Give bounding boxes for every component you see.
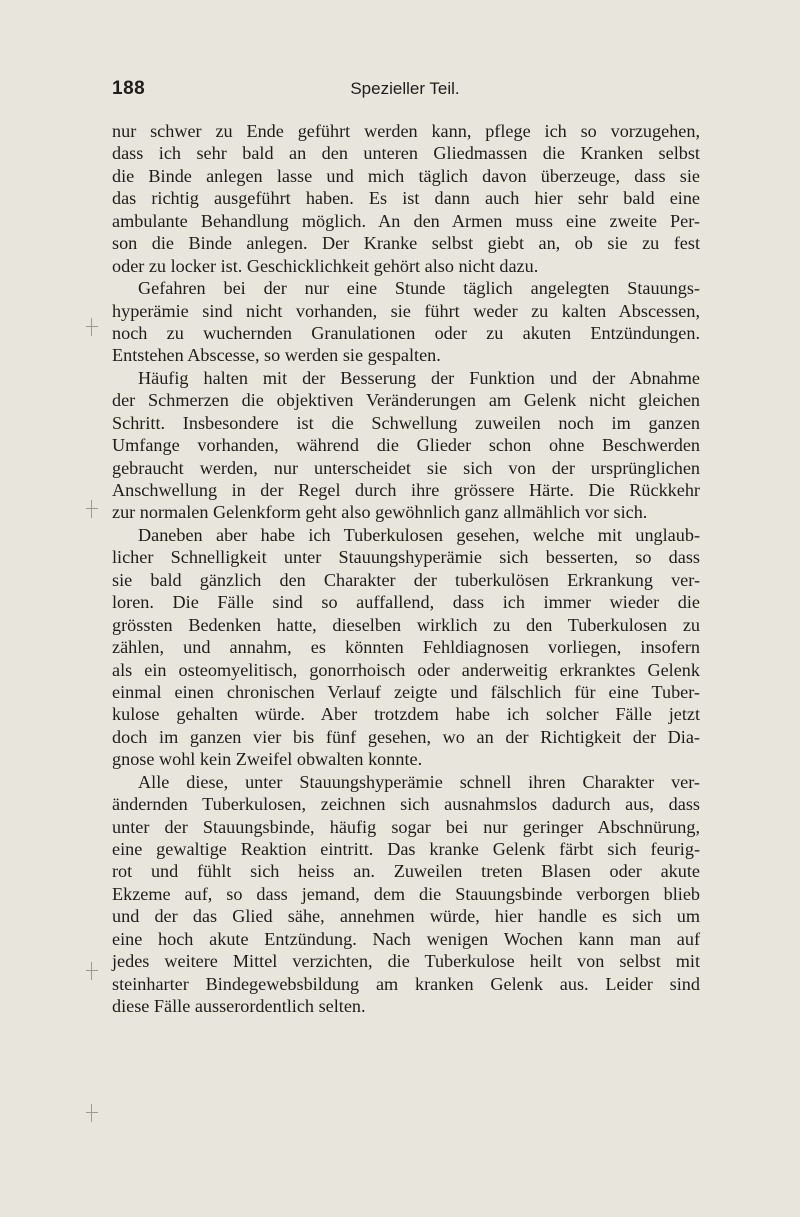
margin-mark (86, 1104, 98, 1122)
text-line: Entstehen Abscesse, so werden sie gespalten. (112, 345, 441, 366)
text-line: der Schmerzen die objektiven Veränderungen am Gelenk nicht gleichen (112, 390, 700, 411)
text-line: noch zu wuchernden Granulationen oder zu akuten Entzündungen. (112, 322, 700, 343)
running-head (112, 78, 698, 104)
text-line: Umfange vorhanden, während die Glieder schon ohne Beschwerden (112, 435, 700, 456)
paragraph (112, 277, 700, 367)
text-line: einmal einen chronischen Verlauf zeigte und fälschlich für eine Tuber- (112, 681, 700, 702)
text-line: gnose wohl kein Zweifel obwalten konnte. (112, 749, 423, 770)
text-line: Anschwellung in der Regel durch ihre grössere Härte. Die Rückkehr (112, 480, 700, 500)
text-line: rot und fühlt sich heiss an. Zuweilen treten Blasen oder akute (112, 861, 700, 882)
text-line: ambulante Behandlung möglich. An den Armen muss eine zweite Per- (112, 210, 700, 231)
text-line: sie bald gänzlich den Charakter der tuberkulösen Erkrankung ver- (112, 569, 700, 590)
text-line: zur normalen Gelenkform geht also gewöhnlich ganz allmählich vor sich. (112, 502, 648, 523)
text-line: eine hoch akute Entzündung. Nach wenigen Wochen kann man auf (112, 928, 700, 949)
text-line: das richtig ausgeführt haben. Es ist dann auch hier sehr bald eine (112, 188, 700, 209)
text-line: als ein osteomyelitisch, gonorrhoisch oder anderweitig erkranktes Gelenk (112, 659, 700, 680)
margin-mark (86, 962, 98, 980)
text-line: hyperämie sind nicht vorhanden, sie führt weder zu kalten Abscessen, (112, 300, 700, 321)
body-text (112, 120, 700, 1018)
text-line: jedes weitere Mittel verzichten, die Tuberkulose heilt von selbst mit (112, 951, 700, 972)
text-line: zählen, und annahm, es könnten Fehldiagnosen vorliegen, insofern (112, 637, 700, 658)
text-line: Daneben aber habe ich Tuberkulosen gesehen, welche mit unglaub- (138, 524, 700, 545)
text-line: Schritt. Insbesondere ist die Schwellung zuweilen noch im ganzen (112, 412, 700, 433)
paragraph (112, 120, 700, 277)
margin-mark (86, 500, 98, 518)
text-line: Häufig halten mit der Besserung der Funktion und der Abnahme (138, 367, 700, 388)
text-line: dass ich sehr bald an den unteren Gliedmassen die Kranken selbst (112, 143, 700, 164)
text-line: die Binde anlegen lasse und mich täglich davon überzeuge, dass sie (112, 165, 700, 186)
text-line: unter der Stauungsbinde, häufig sogar bei nur geringer Abschnürung, (112, 816, 700, 837)
text-line: gebraucht werden, nur unterscheidet sie sich von der ursprünglichen (112, 457, 700, 478)
text-line: und der das Glied sähe, annehmen würde, hier handle es sich um (112, 906, 700, 927)
margin-mark (86, 318, 98, 336)
text-line: oder zu locker ist. Geschicklichkeit gehört also nicht dazu. (112, 255, 539, 276)
text-line: grössten Bedenken hatte, dieselben wirklich zu den Tuberkulosen zu (112, 614, 700, 635)
text-line: eine gewaltige Reaktion eintritt. Das kranke Gelenk färbt sich feurig- (112, 839, 700, 859)
text-line: doch im ganzen vier bis fünf gesehen, wo an der Richtigkeit der Dia- (112, 726, 700, 747)
text-line: licher Schnelligkeit unter Stauungshyperämie sich besserten, so dass (112, 547, 700, 568)
text-line: Ekzeme auf, so dass jemand, dem die Stauungsbinde verborgen blieb (112, 883, 700, 904)
text-line: son die Binde anlegen. Der Kranke selbst giebt an, ob sie zu fest (112, 233, 700, 254)
page-number: 188 (112, 78, 146, 99)
text-line: loren. Die Fälle sind so auffallend, dass ich immer wieder die (112, 592, 700, 613)
text-line: diese Fälle ausserordentlich selten. (112, 996, 366, 1017)
text-line: Alle diese, unter Stauungshyperämie schnell ihren Charakter ver- (138, 771, 700, 792)
text-line: kulose gehalten würde. Aber trotzdem habe ich solcher Fälle jetzt (112, 704, 700, 725)
paragraph (112, 771, 700, 1018)
text-line: ändernden Tuberkulosen, zeichnen sich ausnahmslos dadurch aus, dass (112, 794, 700, 815)
paragraph (112, 524, 700, 771)
text-line: Gefahren bei der nur eine Stunde täglich angelegten Stauungs- (138, 278, 700, 299)
paragraph (112, 367, 700, 524)
section-title: Spezieller Teil. (350, 79, 460, 98)
text-line: steinharter Bindegewebsbildung am kranken Gelenk aus. Leider sind (112, 973, 700, 994)
text-line: nur schwer zu Ende geführt werden kann, pflege ich so vorzugehen, (112, 121, 700, 141)
